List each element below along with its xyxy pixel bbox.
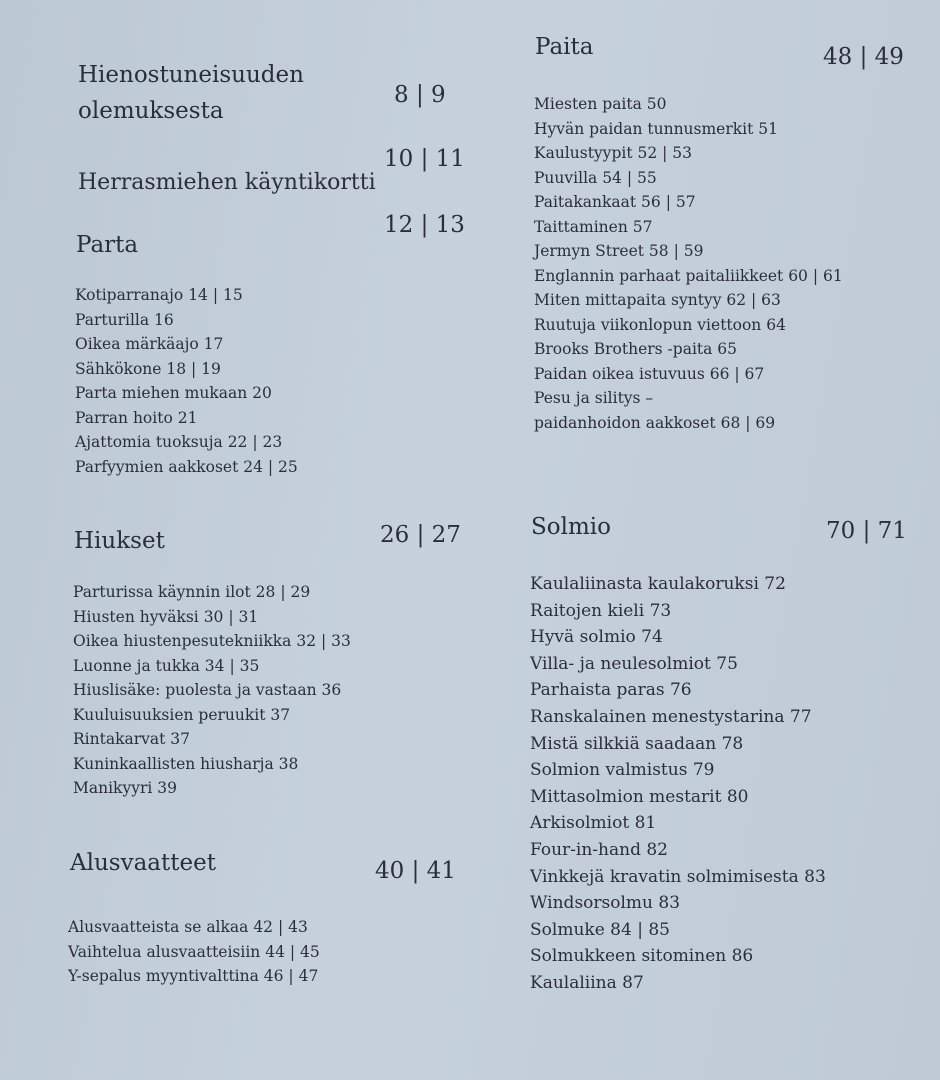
- list-item: Parfyymien aakkoset 24 | 25: [75, 457, 298, 476]
- list-item: Hiuslisäke: puolesta ja vastaan 36: [73, 681, 342, 699]
- list-item: Englannin parhaat paitaliikkeet 60 | 61: [534, 266, 843, 285]
- list-item: Solmion valmistus 79: [530, 760, 715, 781]
- list-item: Kaulaliina 87: [530, 972, 644, 993]
- list-item: Vinkkejä kravatin solmimisesta 83: [530, 866, 826, 887]
- list-item: Alusvaatteista se alkaa 42 | 43: [68, 918, 308, 936]
- list-item: Jermyn Street 58 | 59: [534, 242, 704, 260]
- list-item: paidanhoidon aakkoset 68 | 69: [534, 413, 776, 432]
- section-title-kayntikortti: Herrasmiehen käyntikortti: [78, 170, 376, 195]
- list-item: Mittasolmion mestarit 80: [530, 786, 749, 807]
- list-item: Manikyyri 39: [73, 779, 177, 797]
- list-item: Oikea märkäajo 17: [75, 335, 224, 353]
- section-pages-hiukset: 26 | 27: [380, 522, 461, 548]
- section-pages-paita: 48 | 49: [823, 44, 904, 70]
- list-item: Kaulustyypit 52 | 53: [534, 144, 692, 162]
- list-item: Rintakarvat 37: [73, 730, 190, 748]
- section-pages-alusvaatteet: 40 | 41: [375, 858, 456, 884]
- list-item: Mistä silkkiä saadaan 78: [530, 733, 744, 754]
- list-alusvaatteet: [68, 915, 320, 989]
- list-item: Miten mittapaita syntyy 62 | 63: [534, 291, 781, 309]
- list-item: Raitojen kieli 73: [530, 600, 672, 621]
- section-title-parta: Parta: [76, 232, 139, 258]
- list-item: Villa- ja neulesolmiot 75: [530, 653, 738, 674]
- list-item: Paitakankaat 56 | 57: [534, 193, 696, 211]
- section-pages-hienostuneisuus: 8 | 9: [394, 82, 446, 108]
- list-parta: [75, 283, 298, 479]
- section-title-solmio: Solmio: [531, 514, 611, 540]
- list-hiukset: [73, 580, 351, 801]
- list-item: Vaihtelua alusvaatteisiin 44 | 45: [68, 942, 320, 961]
- list-item: Parturilla 16: [75, 310, 174, 329]
- list-item: Luonne ja tukka 34 | 35: [73, 656, 260, 675]
- list-item: Y-sepalus myyntivalttina 46 | 47: [68, 967, 319, 985]
- list-item: Windsorsolmu 83: [530, 893, 681, 914]
- section-title-line: Hienostuneisuuden: [78, 62, 304, 88]
- list-item: Solmuke 84 | 85: [530, 919, 670, 940]
- list-item: Pesu ja silitys –: [534, 389, 654, 407]
- list-item: Hyvän paidan tunnusmerkit 51: [534, 119, 778, 138]
- list-item: Puuvilla 54 | 55: [534, 168, 657, 187]
- section-title-hiukset: Hiukset: [74, 528, 165, 554]
- list-item: Kuninkaallisten hiusharja 38: [73, 754, 299, 773]
- section-title-hienostuneisuus: [78, 58, 304, 129]
- section-title-alusvaatteet: Alusvaatteet: [70, 850, 216, 876]
- section-title-paita: Paita: [535, 34, 594, 60]
- list-item: Parran hoito 21: [75, 408, 198, 427]
- section-pages-solmio: 70 | 71: [826, 518, 907, 544]
- list-item: Hiusten hyväksi 30 | 31: [73, 607, 259, 626]
- list-item: Sähkökone 18 | 19: [75, 359, 221, 378]
- list-item: Parta miehen mukaan 20: [75, 384, 272, 402]
- list-item: Solmukkeen sitominen 86: [530, 946, 754, 967]
- list-item: Four-in-hand 82: [530, 839, 669, 860]
- list-item: Kuuluisuuksien peruukit 37: [73, 705, 291, 724]
- list-item: Parturissa käynnin ilot 28 | 29: [73, 583, 311, 601]
- section-pages-kayntikortti: 10 | 11: [384, 146, 465, 172]
- list-solmio: [530, 571, 826, 997]
- list-item: Brooks Brothers -paita 65: [534, 340, 738, 358]
- list-paita: [534, 92, 843, 435]
- section-title-line: olemuksesta: [78, 97, 224, 124]
- section-pages-parta: 12 | 13: [384, 212, 465, 238]
- list-item: Parhaista paras 76: [530, 680, 692, 701]
- list-item: Arkisolmiot 81: [530, 813, 657, 834]
- list-item: Miesten paita 50: [534, 95, 667, 113]
- list-item: Ranskalainen menestystarina 77: [530, 706, 812, 727]
- list-item: Ruutuja viikonlopun viettoon 64: [534, 315, 786, 334]
- list-item: Taittaminen 57: [534, 217, 653, 236]
- list-item: Kaulaliinasta kaulakoruksi 72: [530, 574, 786, 594]
- list-item: Kotiparranajo 14 | 15: [75, 286, 243, 304]
- list-item: Oikea hiustenpesutekniikka 32 | 33: [73, 632, 351, 650]
- list-item: Hyvä solmio 74: [530, 627, 663, 648]
- list-item: Paidan oikea istuvuus 66 | 67: [534, 364, 765, 383]
- list-item: Ajattomia tuoksuja 22 | 23: [75, 433, 283, 451]
